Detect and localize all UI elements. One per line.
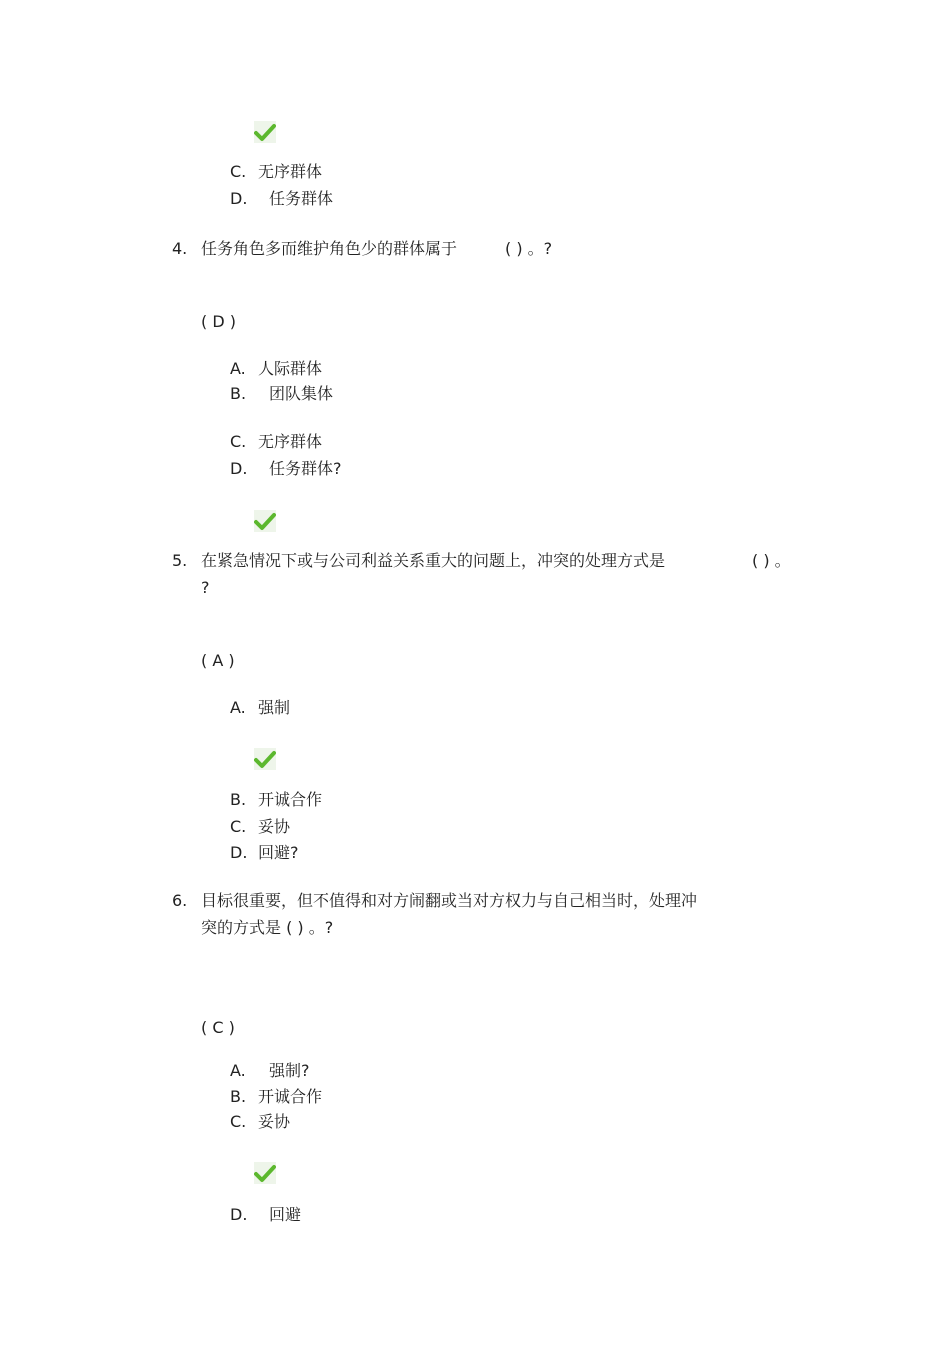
option-text: 无序群体	[258, 432, 323, 451]
option-text: 开诚合作	[258, 790, 323, 809]
option-text: 强制	[258, 698, 291, 717]
option-text: 任务群体	[269, 189, 334, 208]
option-text: 妥协	[258, 817, 291, 836]
correct-check-icon	[254, 748, 276, 770]
option-text: 任务群体?	[269, 459, 342, 478]
option-text: 强制?	[269, 1061, 310, 1080]
option-letter: A.	[230, 698, 246, 717]
question-text-line2: ?	[201, 578, 210, 597]
question-number: 5.	[172, 551, 188, 570]
option-letter: A.	[230, 359, 246, 378]
option-text: 回避	[269, 1205, 302, 1224]
option-text: 开诚合作	[258, 1087, 323, 1106]
question-text: 目标很重要，但不值得和对方闹翻或当对方权力与自己相当时，处理冲	[201, 891, 698, 910]
answer-label: ( A )	[201, 651, 235, 670]
question-text: 任务角色多而维护角色少的群体属于	[201, 239, 458, 258]
option-text: 团队集体	[269, 384, 334, 403]
option-letter: D.	[230, 843, 248, 862]
option-letter: D.	[230, 189, 248, 208]
option-letter: B.	[230, 384, 247, 403]
option-text: 回避?	[258, 843, 299, 862]
option-letter: C.	[230, 162, 247, 181]
question-number: 4.	[172, 239, 188, 258]
question-text-line2: 突的方式是 ( ) 。?	[201, 918, 334, 937]
option-letter: A.	[230, 1061, 246, 1080]
question-blank: ( ) 。	[752, 551, 791, 570]
answer-label: ( D )	[201, 312, 236, 331]
option-letter: D.	[230, 1205, 248, 1224]
correct-check-icon	[254, 510, 276, 532]
option-letter: B.	[230, 790, 247, 809]
correct-check-icon	[254, 121, 276, 143]
question-blank: ( ) 。?	[505, 239, 553, 258]
option-text: 无序群体	[258, 162, 323, 181]
option-text: 人际群体	[258, 359, 323, 378]
option-letter: C.	[230, 817, 247, 836]
question-number: 6.	[172, 891, 188, 910]
correct-check-icon	[254, 1162, 276, 1184]
question-text: 在紧急情况下或与公司利益关系重大的问题上，冲突的处理方式是	[201, 551, 666, 570]
option-text: 妥协	[258, 1112, 291, 1131]
answer-label: ( C )	[201, 1018, 235, 1037]
option-letter: B.	[230, 1087, 247, 1106]
option-letter: C.	[230, 432, 247, 451]
option-letter: C.	[230, 1112, 247, 1131]
option-letter: D.	[230, 459, 248, 478]
